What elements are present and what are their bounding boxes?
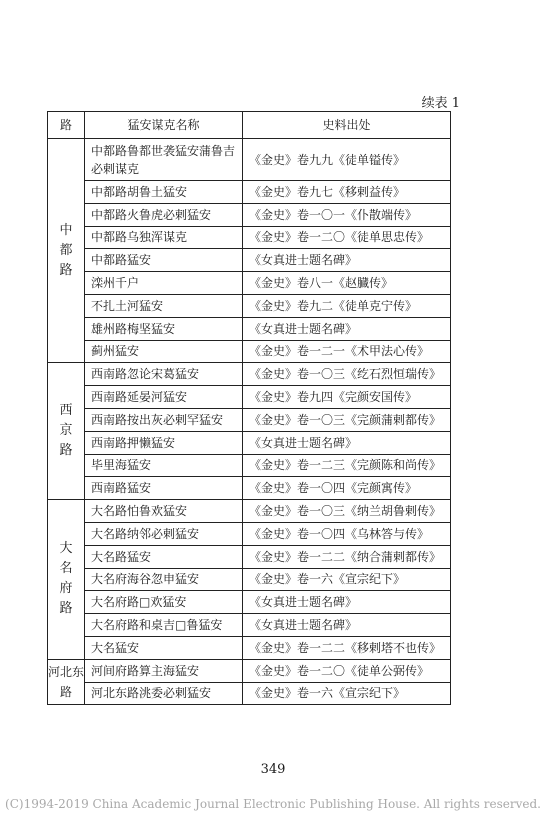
table-row	[48, 659, 451, 682]
table-row	[48, 454, 451, 477]
unit-name-cell: 河北东路洮委必剌猛安	[85, 682, 243, 705]
unit-name-cell: 大名路猛安	[85, 545, 243, 568]
table-row	[48, 636, 451, 659]
unit-name-cell: 西南路延晏河猛安	[85, 386, 243, 409]
source-cell: 《金史》卷一〇四《乌林答与传》	[243, 522, 451, 545]
source-cell: 《金史》卷一〇一《仆散端传》	[243, 203, 451, 226]
table-row	[48, 249, 451, 272]
garrison-table	[47, 111, 451, 705]
unit-name-cell: 毕里海猛安	[85, 454, 243, 477]
table-row	[48, 294, 451, 317]
source-cell: 《金史》卷九四《完颜安国传》	[243, 386, 451, 409]
table-row	[48, 477, 451, 500]
table-row	[48, 545, 451, 568]
source-cell: 《金史》卷一二三《完颜陈和尚传》	[243, 454, 451, 477]
unit-name-cell: 河间府路算主海猛安	[85, 659, 243, 682]
unit-name-cell: 西南路按出灰必剌罕猛安	[85, 408, 243, 431]
unit-name-cell: 西南路忽论宋葛猛安	[85, 363, 243, 386]
route-cell	[48, 139, 85, 363]
table-row	[48, 272, 451, 295]
table-row	[48, 500, 451, 523]
page-number: 349	[260, 762, 286, 777]
unit-name-cell: 雄州路梅坚猛安	[85, 317, 243, 340]
unit-name-cell: 中都路鲁都世袭猛安蒲鲁吉必剌谋克	[85, 139, 243, 181]
table-row	[48, 614, 451, 637]
table-row	[48, 408, 451, 431]
unit-name-cell: 大名路怕鲁欢猛安	[85, 500, 243, 523]
source-cell: 《女真进士题名碑》	[243, 249, 451, 272]
table-body	[48, 139, 451, 705]
header-name: 猛安谋克名称	[85, 112, 243, 139]
source-cell: 《金史》卷一六《宣宗纪下》	[243, 682, 451, 705]
header-route: 路	[48, 112, 85, 139]
route-label: 西京路	[59, 403, 73, 459]
source-cell: 《金史》卷九二《徒单克宁传》	[243, 294, 451, 317]
source-cell: 《金史》卷一二〇《徒单思忠传》	[243, 226, 451, 249]
unit-name-cell: 滦州千户	[85, 272, 243, 295]
route-label: 大名府路	[59, 541, 73, 617]
table-row	[48, 181, 451, 204]
unit-name-cell: 中都路火鲁虎必剌猛安	[85, 203, 243, 226]
source-cell: 《金史》卷一〇三《纥石烈恒瑞传》	[243, 363, 451, 386]
table-row	[48, 226, 451, 249]
table-row	[48, 139, 451, 181]
unit-name-cell: 西南路猛安	[85, 477, 243, 500]
unit-name-cell: 中都路猛安	[85, 249, 243, 272]
unit-name-cell: 大名府海谷忽申猛安	[85, 568, 243, 591]
source-cell: 《金史》卷八一《赵臓传》	[243, 272, 451, 295]
unit-name-cell: 西南路押懒猛安	[85, 431, 243, 454]
route-cell	[48, 659, 85, 705]
route-label: 河北东路	[48, 665, 85, 700]
copyright-notice: (C)1994-2019 China Academic Journal Electronic Publishing House. All rights reserved.	[5, 797, 541, 811]
table-row	[48, 317, 451, 340]
route-cell	[48, 363, 85, 500]
unit-name-cell: 大名府路和桌吉□鲁猛安	[85, 614, 243, 637]
table-row	[48, 363, 451, 386]
table-row	[48, 682, 451, 705]
source-cell: 《金史》卷一〇三《完颜蒲剌都传》	[243, 408, 451, 431]
continued-label: 续表 1	[421, 96, 460, 111]
source-cell: 《金史》卷一〇三《纳兰胡鲁剌传》	[243, 500, 451, 523]
source-cell: 《金史》卷九九《徒单镒传》	[243, 139, 451, 181]
unit-name-cell: 大名猛安	[85, 636, 243, 659]
table-row	[48, 591, 451, 614]
table-row	[48, 522, 451, 545]
source-cell: 《女真进士题名碑》	[243, 591, 451, 614]
table-row	[48, 340, 451, 363]
table-row	[48, 203, 451, 226]
source-cell: 《金史》卷一二〇《徒单公弼传》	[243, 659, 451, 682]
source-cell: 《金史》卷一六《宣宗纪下》	[243, 568, 451, 591]
table-row	[48, 386, 451, 409]
source-cell: 《金史》卷一二二《纳合蒲剌都传》	[243, 545, 451, 568]
source-cell: 《金史》卷九七《移剌益传》	[243, 181, 451, 204]
unit-name-cell: 中都路胡鲁土猛安	[85, 181, 243, 204]
source-cell: 《女真进士题名碑》	[243, 614, 451, 637]
route-cell	[48, 500, 85, 660]
unit-name-cell: 中都路乌独浑谋克	[85, 226, 243, 249]
unit-name-cell: 蓟州猛安	[85, 340, 243, 363]
source-cell: 《女真进士题名碑》	[243, 317, 451, 340]
source-cell: 《金史》卷一二二《移剌塔不也传》	[243, 636, 451, 659]
source-cell: 《金史》卷一二一《术甲法心传》	[243, 340, 451, 363]
unit-name-cell: 不扎土河猛安	[85, 294, 243, 317]
unit-name-cell: 大名路纳邻必剌猛安	[85, 522, 243, 545]
route-label: 中都路	[59, 222, 73, 278]
table-header-row	[48, 112, 451, 139]
table-row	[48, 568, 451, 591]
source-cell: 《女真进士题名碑》	[243, 431, 451, 454]
unit-name-cell: 大名府路□欢猛安	[85, 591, 243, 614]
header-source: 史料出处	[243, 112, 451, 139]
table-row	[48, 431, 451, 454]
source-cell: 《金史》卷一〇四《完颜寓传》	[243, 477, 451, 500]
